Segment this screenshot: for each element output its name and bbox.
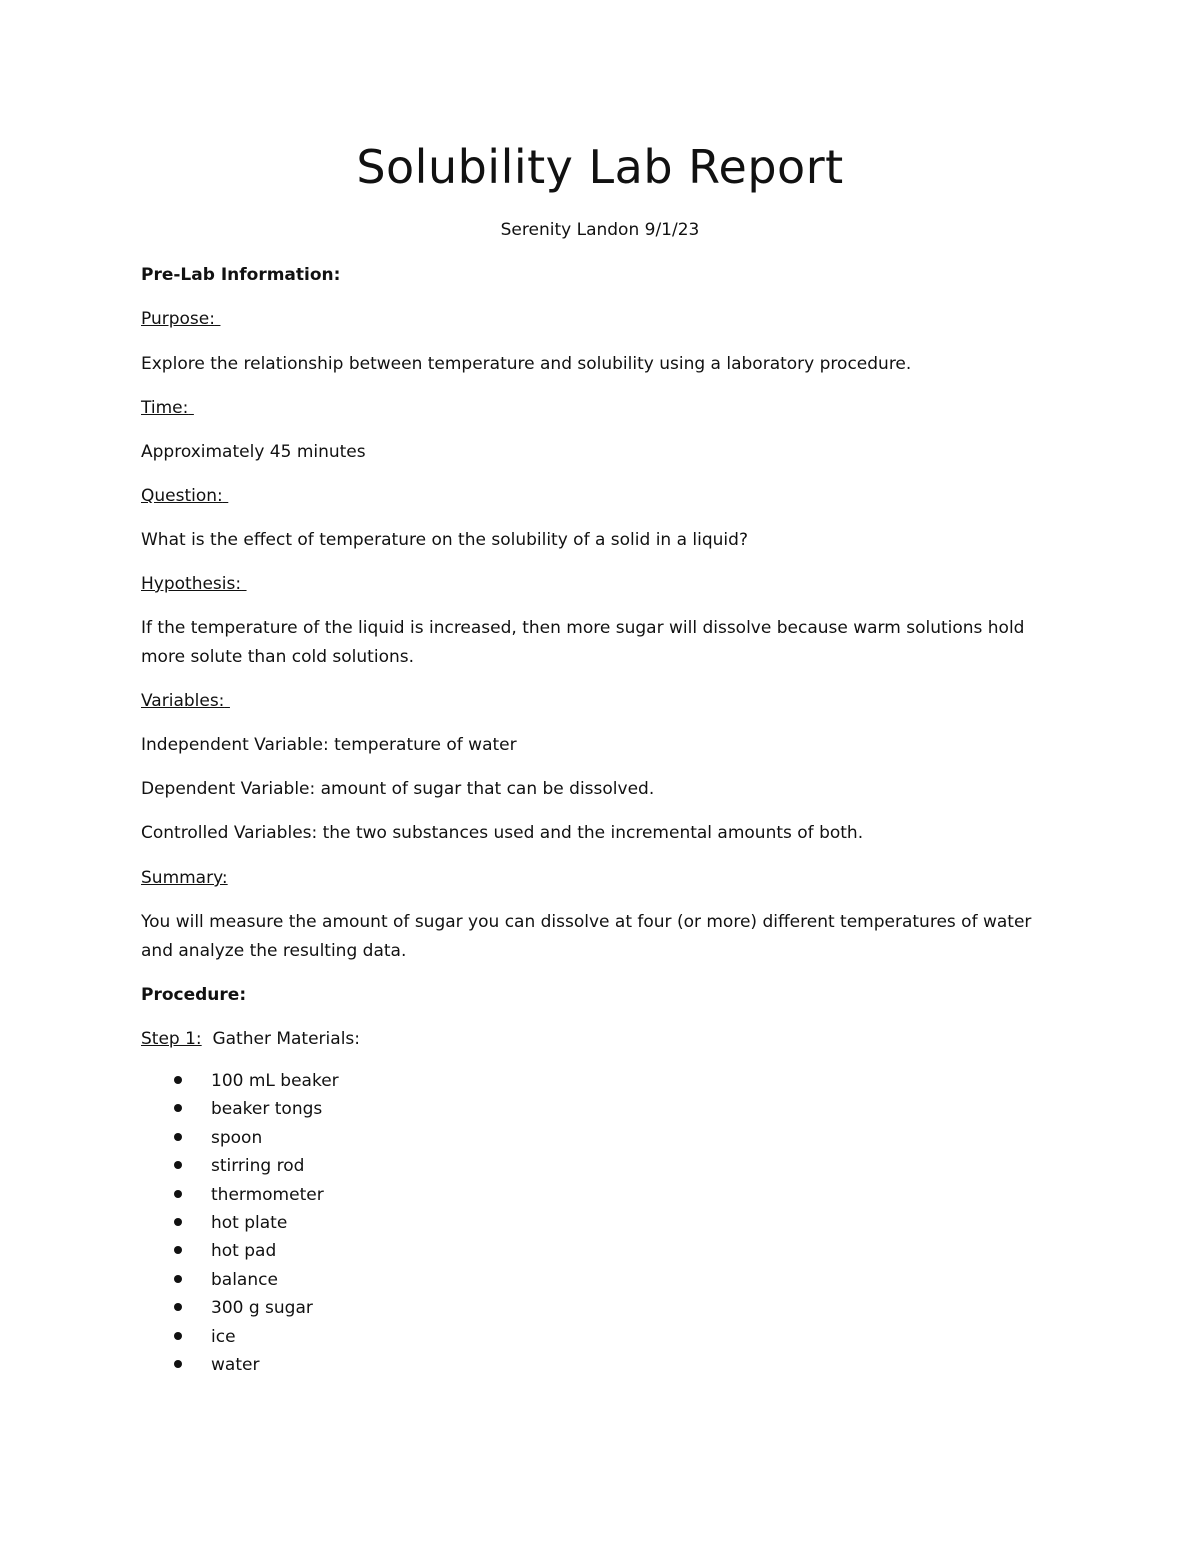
materials-list	[168, 1070, 339, 1382]
list-item-text: beaker tongs	[211, 1099, 323, 1120]
list-item-text: stirring rod	[211, 1156, 305, 1177]
dependent-variable: Dependent Variable: amount of sugar that can be dissolved.	[141, 779, 655, 799]
purpose-text: Explore the relationship between temperature and solubility using a laboratory procedure.	[141, 354, 912, 374]
list-item	[168, 1240, 339, 1268]
list-item-text: spoon	[211, 1127, 263, 1148]
variables-label: Variables:	[141, 691, 225, 711]
list-item	[168, 1297, 339, 1325]
bullet-icon	[174, 1104, 182, 1112]
list-item-text: water	[211, 1354, 260, 1375]
list-item	[168, 1354, 339, 1382]
controlled-variables: Controlled Variables: the two substances used and the incremental amounts of both.	[141, 823, 864, 843]
bullet-icon	[174, 1161, 182, 1169]
list-item-text: hot pad	[211, 1241, 277, 1262]
step-1-text: Gather Materials:	[212, 1029, 360, 1049]
list-item	[168, 1127, 339, 1155]
independent-variable: Independent Variable: temperature of water	[141, 735, 517, 755]
question-label: Question:	[141, 486, 223, 506]
bullet-icon	[174, 1275, 182, 1283]
author-date-line: Serenity Landon 9/1/23	[500, 220, 700, 240]
bullet-icon	[174, 1190, 182, 1198]
prelab-heading: Pre-Lab Information:	[141, 265, 341, 285]
document-title: Solubility Lab Report	[356, 140, 844, 194]
time-text: Approximately 45 minutes	[141, 442, 366, 462]
list-item	[168, 1155, 339, 1183]
bullet-icon	[174, 1246, 182, 1254]
bullet-icon	[174, 1303, 182, 1311]
hypothesis-label: Hypothesis:	[141, 574, 242, 594]
bullet-icon	[174, 1133, 182, 1141]
bullet-icon	[174, 1360, 182, 1368]
procedure-heading: Procedure:	[141, 985, 247, 1005]
list-item-text: 300 g sugar	[211, 1298, 313, 1319]
list-item	[168, 1184, 339, 1212]
list-item	[168, 1098, 339, 1126]
bullet-icon	[174, 1218, 182, 1226]
list-item-text: hot plate	[211, 1212, 288, 1233]
step-1-label: Step 1:	[141, 1029, 202, 1049]
step-1-line	[141, 1028, 360, 1050]
list-item	[168, 1212, 339, 1240]
list-item	[168, 1326, 339, 1354]
bullet-icon	[174, 1332, 182, 1340]
list-item	[168, 1269, 339, 1297]
list-item-text: ice	[211, 1326, 236, 1347]
list-item-text: balance	[211, 1269, 278, 1290]
list-item-text: 100 mL beaker	[211, 1071, 339, 1091]
list-item	[168, 1070, 339, 1098]
summary-text-line-2: and analyze the resulting data.	[141, 941, 407, 961]
purpose-label: Purpose:	[141, 309, 215, 329]
bullet-icon	[174, 1076, 182, 1084]
time-label: Time:	[141, 398, 189, 418]
summary-label: Summary:	[141, 868, 228, 888]
hypothesis-text-line-2: more solute than cold solutions.	[141, 647, 415, 667]
question-text: What is the effect of temperature on the solubility of a solid in a liquid?	[141, 530, 748, 550]
hypothesis-text-line-1: If the temperature of the liquid is increased, then more sugar will dissolve because warm solutions hold	[141, 618, 1025, 638]
summary-text-line-1: You will measure the amount of sugar you can dissolve at four (or more) different temperatures of water	[141, 912, 1032, 932]
list-item-text: thermometer	[211, 1184, 324, 1205]
